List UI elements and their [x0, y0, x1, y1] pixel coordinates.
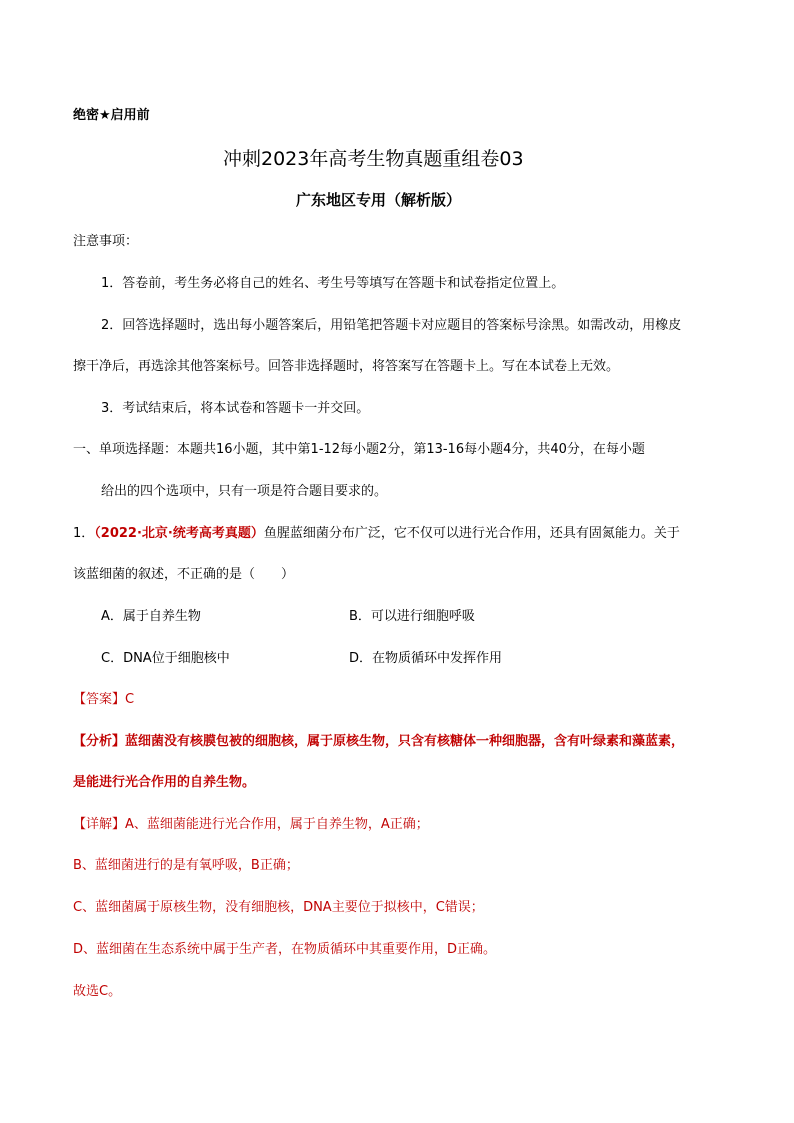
- confidential-mark: 绝密★启用前: [73, 108, 150, 123]
- option-b: B．可以进行细胞呼吸: [349, 609, 475, 624]
- notice-heading: 注意事项：: [73, 234, 139, 249]
- detail-line-d: D、蓝细菌在生态系统中属于生产者，在物质循环中其重要作用，D正确。: [73, 942, 497, 957]
- question-source: （2022·北京·统考高考真题）: [94, 526, 264, 541]
- question-1-stem-line-1: [73, 526, 680, 542]
- question-1-stem-line-2: 该蓝细菌的叙述，不正确的是（ ）: [73, 567, 295, 582]
- analysis-line-2: 是能进行光合作用的自养生物。: [73, 775, 256, 790]
- option-c: C．DNA位于细胞核中: [101, 651, 230, 666]
- question-number: 1．: [73, 526, 95, 541]
- answer-label: 【答案】C: [73, 692, 135, 707]
- notice-item-2-line-1: 2．回答选择题时，选出每小题答案后，用铅笔把答题卡对应题目的答案标号涂黑。如需改动，用橡皮: [101, 318, 682, 333]
- conclusion: 故选C。: [73, 984, 122, 999]
- detail-line-a: 【详解】A、蓝细菌能进行光合作用，属于自养生物，A正确；: [73, 817, 429, 832]
- notice-item-2-line-2: 擦干净后，再选涂其他答案标号。回答非选择题时，将答案写在答题卡上。写在本试卷上无效。: [73, 359, 620, 374]
- analysis-line-1: 【分析】蓝细菌没有核膜包被的细胞核，属于原核生物，只含有核糖体一种细胞器，含有叶绿素和藻蓝素，: [73, 734, 685, 749]
- detail-line-c: C、蓝细菌属于原核生物，没有细胞核，DNA主要位于拟核中，C错误；: [73, 900, 484, 915]
- section-heading-line-1: 一、单项选择题：本题共16小题，其中第1-12每小题2分，第13-16每小题4分，共40分，在每小题: [73, 442, 645, 457]
- paper-subtitle: 广东地区专用（解析版）: [296, 191, 462, 209]
- paper-title: 冲刺2023年高考生物真题重组卷03: [223, 148, 524, 170]
- notice-item-3: 3．考试结束后，将本试卷和答题卡一并交回。: [101, 401, 370, 416]
- notice-item-1: 1．答卷前，考生务必将自己的姓名、考生号等填写在答题卡和试卷指定位置上。: [101, 276, 565, 291]
- question-stem: 鱼腥蓝细菌分布广泛，它不仅可以进行光合作用，还具有固氮能力。关于: [263, 526, 680, 541]
- detail-line-b: B、蓝细菌进行的是有氧呼吸，B正确；: [73, 858, 299, 873]
- option-a: A．属于自养生物: [101, 609, 201, 624]
- section-heading-line-2: 给出的四个选项中，只有一项是符合题目要求的。: [101, 484, 388, 499]
- option-d: D．在物质循环中发挥作用: [349, 651, 503, 666]
